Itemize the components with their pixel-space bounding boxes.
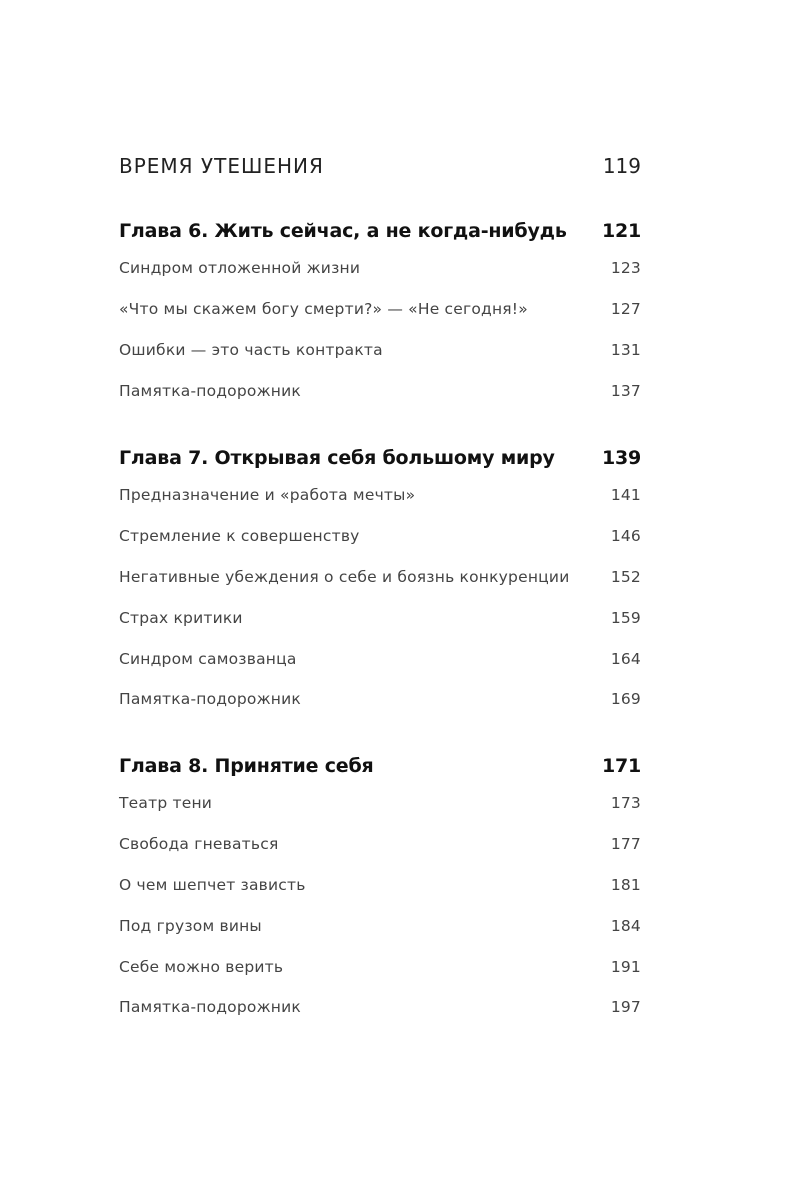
entry-title: Ошибки — это часть контракта — [119, 341, 383, 359]
entry-page-number: 141 — [610, 486, 641, 504]
entry-title: Театр тени — [119, 794, 213, 812]
entry-title: Страх критики — [119, 609, 243, 627]
toc-entry[interactable] — [119, 568, 641, 586]
entry-page-number: 131 — [610, 341, 641, 359]
entry-title: Памятка-подорожник — [119, 382, 301, 400]
toc-entry[interactable] — [119, 690, 641, 708]
entry-page-number: 164 — [610, 650, 641, 668]
chapter-7-heading[interactable] — [119, 447, 641, 469]
table-of-contents — [119, 0, 641, 1190]
entry-title: «Что мы скажем богу смерти?» — «Не сегодня!» — [119, 300, 528, 318]
toc-entry[interactable] — [119, 998, 641, 1016]
chapter-page-number: 121 — [601, 220, 641, 242]
chapter-6-heading[interactable] — [119, 220, 641, 242]
entry-page-number: 152 — [610, 568, 641, 586]
toc-entry[interactable] — [119, 259, 641, 277]
entry-title: Себе можно верить — [119, 958, 284, 976]
toc-entry[interactable] — [119, 876, 641, 894]
toc-entry[interactable] — [119, 609, 641, 627]
toc-entry[interactable] — [119, 486, 641, 504]
entry-page-number: 181 — [610, 876, 641, 894]
entry-page-number: 127 — [610, 300, 641, 318]
toc-entry[interactable] — [119, 341, 641, 359]
entry-page-number: 137 — [610, 382, 641, 400]
toc-entry[interactable] — [119, 958, 641, 976]
entry-title: Под грузом вины — [119, 917, 262, 935]
chapter-title: Глава 6. Жить сейчас, а не когда-нибудь — [119, 220, 567, 242]
toc-entry[interactable] — [119, 382, 641, 400]
toc-entry[interactable] — [119, 794, 641, 812]
toc-entry[interactable] — [119, 650, 641, 668]
entry-page-number: 173 — [610, 794, 641, 812]
toc-entry[interactable] — [119, 527, 641, 545]
toc-entry[interactable] — [119, 835, 641, 853]
entry-page-number: 169 — [610, 690, 641, 708]
entry-title: Стремление к совершенству — [119, 527, 360, 545]
chapter-page-number: 139 — [601, 447, 641, 469]
entry-title: Свобода гневаться — [119, 835, 279, 853]
chapter-title: Глава 7. Открывая себя большому миру — [119, 447, 555, 469]
entry-title: Синдром самозванца — [119, 650, 297, 668]
chapter-8-heading[interactable] — [119, 755, 641, 777]
entry-page-number: 146 — [610, 527, 641, 545]
chapter-page-number: 171 — [601, 755, 641, 777]
part-heading[interactable] — [119, 154, 641, 178]
entry-title: Предназначение и «работа мечты» — [119, 486, 416, 504]
part-title: ВРЕМЯ УТЕШЕНИЯ — [119, 154, 324, 178]
part-page-number: 119 — [602, 154, 641, 178]
entry-title: Памятка-подорожник — [119, 998, 301, 1016]
entry-page-number: 191 — [610, 958, 641, 976]
entry-page-number: 159 — [610, 609, 641, 627]
entry-page-number: 197 — [610, 998, 641, 1016]
toc-entry[interactable] — [119, 917, 641, 935]
entry-title: Памятка-подорожник — [119, 690, 301, 708]
entry-page-number: 123 — [610, 259, 641, 277]
entry-page-number: 184 — [610, 917, 641, 935]
entry-page-number: 177 — [610, 835, 641, 853]
entry-title: Негативные убеждения о себе и боязнь конкуренции — [119, 568, 570, 586]
entry-title: О чем шепчет зависть — [119, 876, 306, 894]
entry-title: Синдром отложенной жизни — [119, 259, 361, 277]
toc-entry[interactable] — [119, 300, 641, 318]
chapter-title: Глава 8. Принятие себя — [119, 755, 374, 777]
